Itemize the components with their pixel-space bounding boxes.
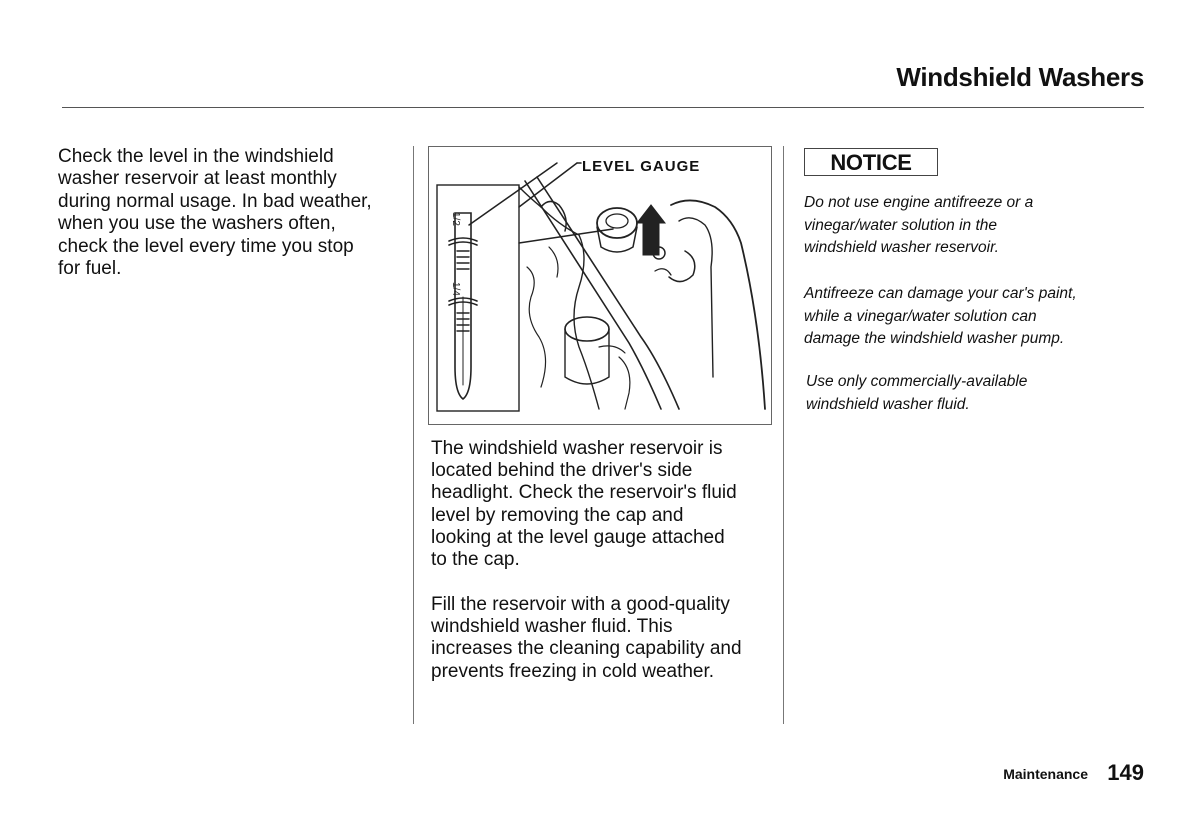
header-rule [62, 107, 1144, 108]
reservoir-location-paragraph: The windshield washer reservoir is located behind the driver's side headlight. Check the reservoir's fluid level by removing the cap and looking at the level gauge attached to the cap. [431, 438, 737, 571]
footer-section-name: Maintenance [1003, 766, 1088, 782]
notice-heading: NOTICE [804, 148, 938, 176]
column-divider-left [413, 146, 414, 724]
check-level-paragraph: Check the level in the windshield washer reservoir at least monthly during normal usage. In bad weather, when you use the washers often, check the level every time you stop for fuel. [58, 146, 372, 280]
notice-paragraph-fluid: Use only commercially-available windshield washer fluid. [806, 373, 1028, 413]
page-number: 149 [1107, 760, 1144, 785]
page-title: Windshield Washers [896, 62, 1144, 92]
notice-paragraph-antifreeze: Do not use engine antifreeze or a vinegar/water solution in the windshield washer reservoir. [804, 194, 1034, 256]
notice-paragraph-damage: Antifreeze can damage your car's paint, while a vinegar/water solution can damage the windshield washer pump. [804, 285, 1077, 347]
reservoir-drawing [429, 147, 771, 424]
gauge-mark-quarter: 1/4 [450, 282, 461, 296]
column-divider-right [783, 146, 784, 724]
level-gauge-illustration [428, 146, 772, 425]
level-gauge-label: LEVEL GAUGE [582, 158, 701, 175]
gauge-mark-half: 1/2 [450, 212, 461, 226]
fill-reservoir-paragraph: Fill the reservoir with a good-quality windshield washer fluid. This increases the cleaning capability and prevents freezing in cold weather. [431, 594, 742, 682]
